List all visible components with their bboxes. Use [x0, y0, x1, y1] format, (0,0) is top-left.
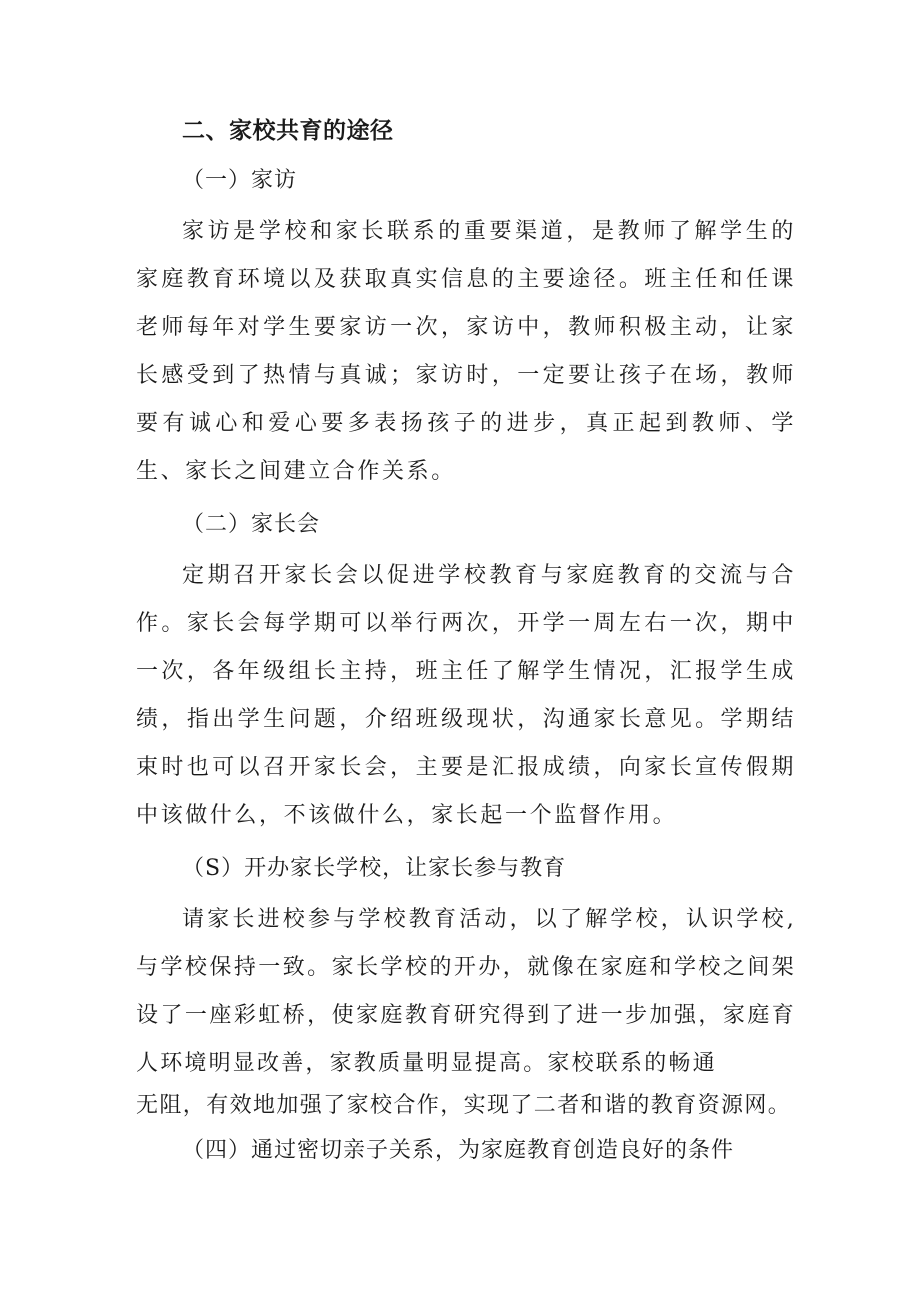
- subsection-title-parent-child: （四）通过密切亲子关系，为家庭教育创造良好的条件: [182, 1138, 735, 1163]
- subsection-title-home-visit: （一）家访: [182, 168, 298, 193]
- paragraph-parent-school-continued: 无阻，有效地加强了家校合作，实现了二者和谐的教育资源网。: [136, 1093, 792, 1118]
- document-page: [136, 108, 796, 1178]
- paragraph-parent-meeting: 定期召开家长会以促进学校教育与家庭教育的交流与合作。家长会每学期可以举行两次，开学一周左右一次，期中一次，各年级组长主持，班主任了解学生情况，汇报学生成绩，指出学生问题，介绍班级现状，沟通家长意见。学期结束时也可以召开家长会，主要是汇报成绩，向家长宣传假期中该做什么，不该做什么，家长起一个监督作用。: [136, 563, 796, 828]
- paragraph-parent-school: 请家长进校参与学校教育活动，以了解学校，认识学校,与学校保持一致。家长学校的开办，就像在家庭和学校之间架设了一座彩虹桥，使家庭教育研究得到了进一步加强，家庭育人环境明显改善，家教质量明显提高。家校联系的畅通: [136, 907, 796, 1076]
- section-heading: 二、家校共育的途径: [182, 118, 394, 144]
- paragraph-home-visit: 家访是学校和家长联系的重要渠道，是教师了解学生的家庭教育环境以及获取真实信息的主要途径。班主任和任课老师每年对学生要家访一次，家访中，教师积极主动，让家长感受到了热情与真诚；家访时，一定要让孩子在场，教师要有诚心和爱心要多表扬孩子的进步，真正起到教师、学生、家长之间建立合作关系。: [136, 219, 796, 484]
- subsection-title-parent-school: （S）开办家长学校，让家长参与教育: [182, 856, 567, 881]
- subsection-title-parent-meeting: （二）家长会: [182, 512, 321, 537]
